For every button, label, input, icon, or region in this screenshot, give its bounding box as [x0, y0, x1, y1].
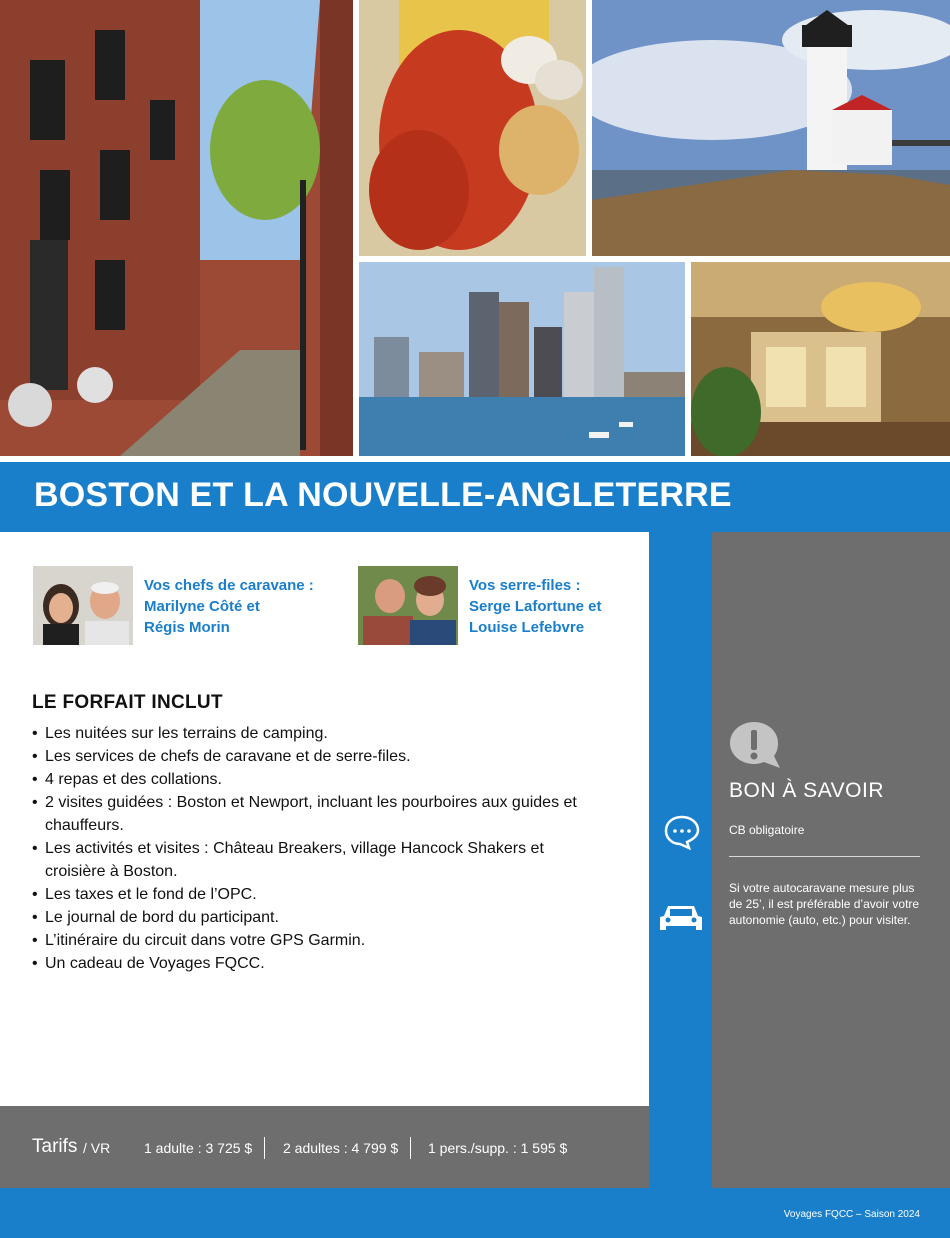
list-item: • 2 visites guidées : Boston et Newport, incluant les pourboires aux guides et chauffeurs. [32, 791, 592, 837]
chefs-caption [144, 575, 314, 638]
photo-lobster [359, 0, 586, 256]
list-item: • L’itinéraire du circuit dans votre GPS Garmin. [32, 929, 592, 952]
list-item: • Le journal de bord du participant. [32, 906, 592, 929]
bon-a-savoir-panel [712, 532, 950, 1188]
tarifs-sub: / VR [83, 1140, 111, 1156]
price-1-adult: 1 adulte : 3 725 $ [144, 1140, 253, 1156]
exclamation-bubble-icon [728, 720, 784, 770]
forfait-heading: LE FORFAIT INCLUT [32, 692, 223, 713]
list-item: • 4 repas et des collations. [32, 768, 592, 791]
car-icon [658, 900, 704, 934]
list-item: • Les nuitées sur les terrains de camping. [32, 722, 592, 745]
blue-sidebar-strip [649, 532, 712, 1192]
photo-ballroom [691, 262, 950, 456]
photo-boston-skyline [359, 262, 685, 456]
list-item: • Les services de chefs de caravane et de serre-files. [32, 745, 592, 768]
photo-boston-street [0, 0, 353, 456]
tarifs-label: Tarifs [32, 1136, 78, 1157]
page-title: BOSTON ET LA NOUVELLE-ANGLETERRE [34, 476, 732, 514]
chefs-label: Vos chefs de caravane : [144, 577, 314, 594]
list-item: • Les activités et visites : Château Breakers, village Hancock Shakers et croisière à Boston. [32, 837, 592, 883]
cb-requirement: CB obligatoire [729, 823, 805, 837]
list-item: • Les taxes et le fond de l’OPC. [32, 883, 592, 906]
serre-files-caption [469, 575, 602, 638]
chat-bubble-icon [663, 814, 701, 850]
serre-files-name-2: Louise Lefebvre [469, 619, 585, 636]
price-separator [264, 1137, 265, 1159]
price-extra-person: 1 pers./supp. : 1 595 $ [428, 1140, 568, 1156]
divider [729, 856, 920, 857]
list-item: • Un cadeau de Voyages FQCC. [32, 952, 592, 975]
photo-lighthouse [592, 0, 950, 256]
forfait-list [32, 722, 592, 975]
price-separator [410, 1137, 411, 1159]
chefs-name-1: Marilyne Côté et [144, 598, 260, 615]
autonomy-note: Si votre autocaravane mesure plus de 25’, il est préférable d’avoir votre autonomie (auto, etc.) pour visiter. [729, 881, 920, 927]
serre-files-name-1: Serge Lafortune et [469, 598, 602, 615]
serre-files-photo [358, 566, 458, 645]
bon-a-savoir-title: BON À SAVOIR [729, 779, 884, 802]
chefs-name-2: Régis Morin [144, 619, 230, 636]
serre-files-label: Vos serre-files : [469, 577, 581, 594]
footer-text: Voyages FQCC – Saison 2024 [783, 1209, 920, 1220]
price-2-adults: 2 adultes : 4 799 $ [283, 1140, 399, 1156]
chefs-photo [33, 566, 133, 645]
